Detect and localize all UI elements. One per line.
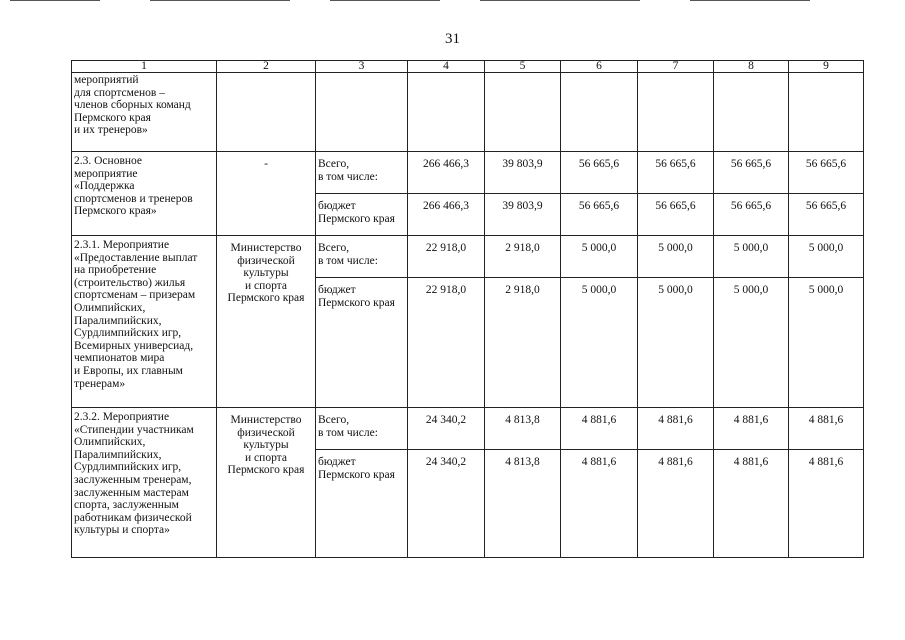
activity-name-cell: 2.3.2. Мероприятие «Стипендии участникам Олимпийских, Паралимпийских, Сурдлимпийских игр, заслуженным тренерам, заслуженным мастерам спорта, заслуженным работникам физической культуры и спорта»: [72, 408, 217, 558]
value-cell: 24 340,2: [408, 450, 485, 558]
value-cell: 4 881,6: [561, 450, 638, 558]
table-row: [72, 236, 864, 278]
column-header: 1: [72, 61, 217, 73]
value-cell: 5 000,0: [561, 278, 638, 408]
value-cell: 24 340,2: [408, 408, 485, 450]
value-cell: 56 665,6: [638, 152, 714, 194]
value-cell: 5 000,0: [789, 278, 864, 408]
value-cell: 39 803,9: [485, 194, 561, 236]
budget-table: [71, 60, 864, 558]
value-cell: 5 000,0: [714, 236, 789, 278]
value-cell: 5 000,0: [561, 236, 638, 278]
value-cell: 4 881,6: [714, 450, 789, 558]
value-cell: 39 803,9: [485, 152, 561, 194]
activity-name-cell: 2.3. Основное мероприятие «Поддержка спортсменов и тренеров Пермского края»: [72, 152, 217, 236]
table-row: [72, 73, 864, 152]
column-header: 5: [485, 61, 561, 73]
value-cell: [638, 73, 714, 152]
column-header: 6: [561, 61, 638, 73]
value-cell: 56 665,6: [638, 194, 714, 236]
source-cell: Всего, в том числе:: [316, 236, 408, 278]
value-cell: 5 000,0: [714, 278, 789, 408]
value-cell: 4 881,6: [638, 450, 714, 558]
value-cell: 5 000,0: [789, 236, 864, 278]
source-cell: бюджет Пермского края: [316, 450, 408, 558]
value-cell: 4 881,6: [638, 408, 714, 450]
value-cell: 4 881,6: [789, 408, 864, 450]
source-cell: Всего, в том числе:: [316, 408, 408, 450]
value-cell: [561, 73, 638, 152]
column-header: 2: [217, 61, 316, 73]
value-cell: [485, 73, 561, 152]
value-cell: 4 813,8: [485, 450, 561, 558]
value-cell: 56 665,6: [561, 194, 638, 236]
activity-name-cell: мероприятий для спортсменов – членов сборных команд Пермского края и их тренеров»: [72, 73, 217, 152]
value-cell: 4 881,6: [789, 450, 864, 558]
column-header: 7: [638, 61, 714, 73]
executor-cell: Министерство физической культуры и спорта Пермского края: [217, 408, 316, 558]
table-row: [72, 408, 864, 450]
column-header: 4: [408, 61, 485, 73]
executor-cell: -: [217, 152, 316, 236]
executor-cell: Министерство физической культуры и спорта Пермского края: [217, 236, 316, 408]
column-header: 8: [714, 61, 789, 73]
source-cell: [316, 73, 408, 152]
value-cell: 56 665,6: [714, 194, 789, 236]
column-header: 3: [316, 61, 408, 73]
activity-name-cell: 2.3.1. Мероприятие «Предоставление выплат на приобретение (строительство) жилья спортсменам – призерам Олимпийских, Паралимпийских, Сурдлимпийских игр, Всемирных универсиад, чемпионатов мира и Европы, их главным тренерам»: [72, 236, 217, 408]
value-cell: 4 881,6: [714, 408, 789, 450]
page-number: 31: [445, 31, 460, 47]
source-cell: бюджет Пермского края: [316, 194, 408, 236]
value-cell: 22 918,0: [408, 278, 485, 408]
value-cell: 2 918,0: [485, 236, 561, 278]
value-cell: [789, 73, 864, 152]
value-cell: 266 466,3: [408, 152, 485, 194]
value-cell: 5 000,0: [638, 236, 714, 278]
executor-cell: [217, 73, 316, 152]
value-cell: 56 665,6: [789, 152, 864, 194]
value-cell: 56 665,6: [789, 194, 864, 236]
column-header: 9: [789, 61, 864, 73]
value-cell: 2 918,0: [485, 278, 561, 408]
value-cell: 4 881,6: [561, 408, 638, 450]
value-cell: [408, 73, 485, 152]
value-cell: 56 665,6: [561, 152, 638, 194]
source-cell: бюджет Пермского края: [316, 278, 408, 408]
scan-artifacts: [0, 0, 905, 4]
value-cell: 5 000,0: [638, 278, 714, 408]
value-cell: [714, 73, 789, 152]
value-cell: 22 918,0: [408, 236, 485, 278]
value-cell: 4 813,8: [485, 408, 561, 450]
value-cell: 266 466,3: [408, 194, 485, 236]
source-cell: Всего, в том числе:: [316, 152, 408, 194]
table-row: [72, 152, 864, 194]
value-cell: 56 665,6: [714, 152, 789, 194]
header-row: [72, 61, 864, 73]
